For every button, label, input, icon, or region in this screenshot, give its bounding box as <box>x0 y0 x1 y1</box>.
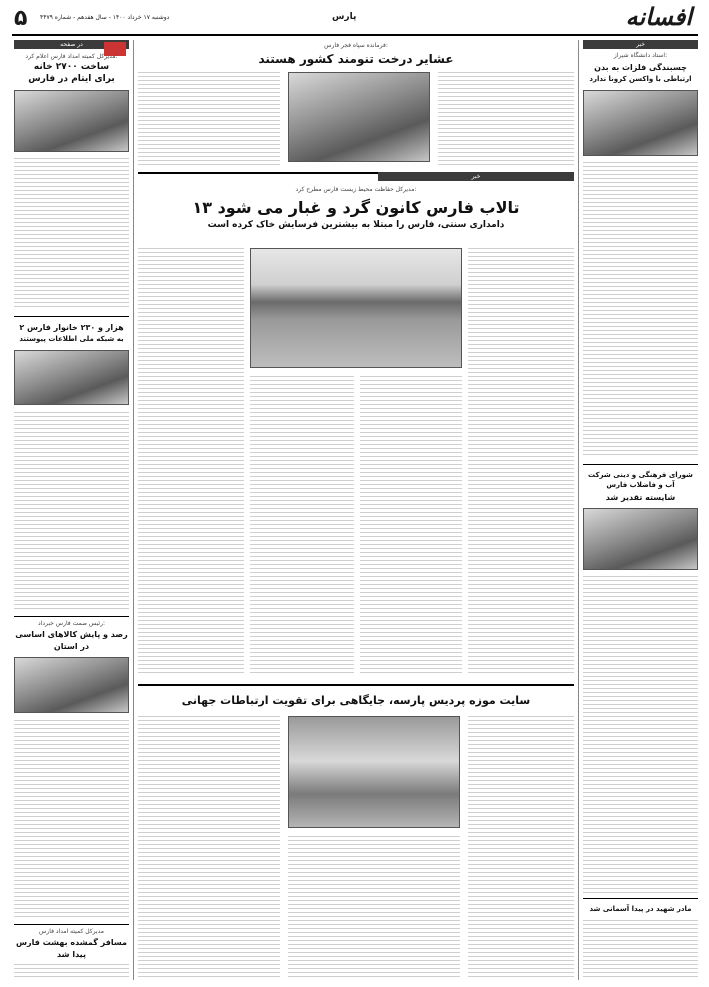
main-story-col-right <box>468 248 574 676</box>
left-item3-kicker: رئیس صمت فارس خبرداد: <box>38 620 105 627</box>
top-center-story <box>138 40 574 170</box>
left-item3-text <box>14 720 129 920</box>
main-story-header <box>138 172 574 244</box>
left-item3-title-2: در استان <box>53 642 90 651</box>
left-item4-title-2: پیدا شد <box>57 950 86 959</box>
right-rule-2 <box>583 898 698 899</box>
left-item2-text <box>14 412 129 610</box>
museum-site-photo <box>288 716 460 828</box>
left-item4-text <box>14 964 129 980</box>
main-story-col-left-top <box>138 248 244 676</box>
issue-date: دوشنبه ۱۷ خرداد ۱۴۰۰ - سال هفدهم - شماره ۴۴۷۹ <box>40 14 170 21</box>
left-item1-photo-main <box>14 90 129 152</box>
right-top-title-1: چسبندگی فلزات به بدن <box>594 63 687 72</box>
main-story-col-mid-2 <box>250 376 354 676</box>
main-story-headline: ۱۳ تالاب فارس کانون گرد و غبار می شود <box>192 198 520 217</box>
top-center-text-right <box>438 72 574 167</box>
top-center-kicker: فرمانده سپاه فجر فارس: <box>324 42 388 49</box>
right-column <box>583 40 698 980</box>
divider-right <box>578 40 579 980</box>
left-item2-photo <box>14 350 129 405</box>
bottom-center-col-mid <box>288 836 460 978</box>
right-bottom-title: مادر شهید در پیدا آسمانی شد <box>589 905 692 913</box>
top-center-headline: عشایر درخت تنومند کشور هستند <box>258 52 454 66</box>
left-rule-1 <box>14 316 129 317</box>
left-rule-3 <box>14 924 129 925</box>
left-item1-kicker: مدیرکل کمیته امداد فارس اعلام کرد: <box>25 53 118 60</box>
main-story-tag: خبر <box>378 172 574 181</box>
left-item4-title-1: مسافر گمشده بهشت فارس <box>16 938 127 947</box>
left-item1-title-2: برای ایتام در فارس <box>28 74 115 84</box>
bottom-center-headline: سایت موزه پردیس پارسه، جایگاهی برای تقویت ارتباطات جهانی <box>181 694 531 707</box>
masthead-rule <box>12 34 698 36</box>
bottom-center-story <box>138 690 574 980</box>
right-lower-text <box>583 576 698 894</box>
left-rule-2 <box>14 616 129 617</box>
bottom-center-col-right <box>468 716 574 978</box>
left-column <box>14 40 129 980</box>
left-item1-text <box>14 158 129 310</box>
bottom-center-rule <box>138 684 574 686</box>
bottom-center-col-left <box>138 716 280 978</box>
newspaper-logo: افسانه <box>625 2 692 31</box>
left-item2-title-2: به شبکه ملی اطلاعات پیوستند <box>19 335 124 343</box>
right-top-text <box>583 162 698 458</box>
top-center-text-left <box>138 72 280 167</box>
wetland-photo <box>250 248 462 368</box>
divider-left <box>133 40 134 980</box>
main-story-kicker: مدیرکل حفاظت محیط زیست فارس مطرح کرد: <box>295 186 417 193</box>
left-item3-title-1: رصد و پایش کالاهای اساسی <box>15 630 128 639</box>
right-column-tag: خبر <box>583 40 698 49</box>
right-bottom-text <box>583 920 698 978</box>
left-item1-title-1: ساخت ۲۷۰۰ خانه <box>33 62 110 72</box>
left-item2-title-1: ۲ هزار و ۲۳۰ خانوار فارس <box>19 323 124 332</box>
section-name: پارس <box>332 12 357 22</box>
right-lower-title-1: شورای فرهنگی و دینی شرکت آب و فاضلاب فارس <box>588 471 693 489</box>
left-column-tag: در صفحه <box>14 40 129 49</box>
right-top-title-2: ارتباطی با واکسن کرونا ندارد <box>589 75 692 83</box>
right-top-kicker: استاد دانشگاه شیراز: <box>613 52 668 59</box>
masthead <box>12 4 698 34</box>
water-company-photo <box>583 508 698 570</box>
main-story-body <box>138 248 574 678</box>
main-story-rule <box>138 172 378 174</box>
left-item3-photo <box>14 657 129 713</box>
main-story-subhead: دامداری سنتی، فارس را مبتلا به بیشترین فرسایش خاک کرده است <box>207 220 505 230</box>
right-rule-1 <box>583 464 698 465</box>
left-item4-kicker: مدیرکل کمیته امداد فارس <box>39 928 104 935</box>
top-center-photo <box>288 72 430 162</box>
page-number: ۵ <box>14 6 28 31</box>
vaccine-photo <box>583 90 698 156</box>
main-story-col-mid-1 <box>360 376 462 676</box>
right-lower-title-2: شایسته تقدیر شد <box>605 493 676 502</box>
